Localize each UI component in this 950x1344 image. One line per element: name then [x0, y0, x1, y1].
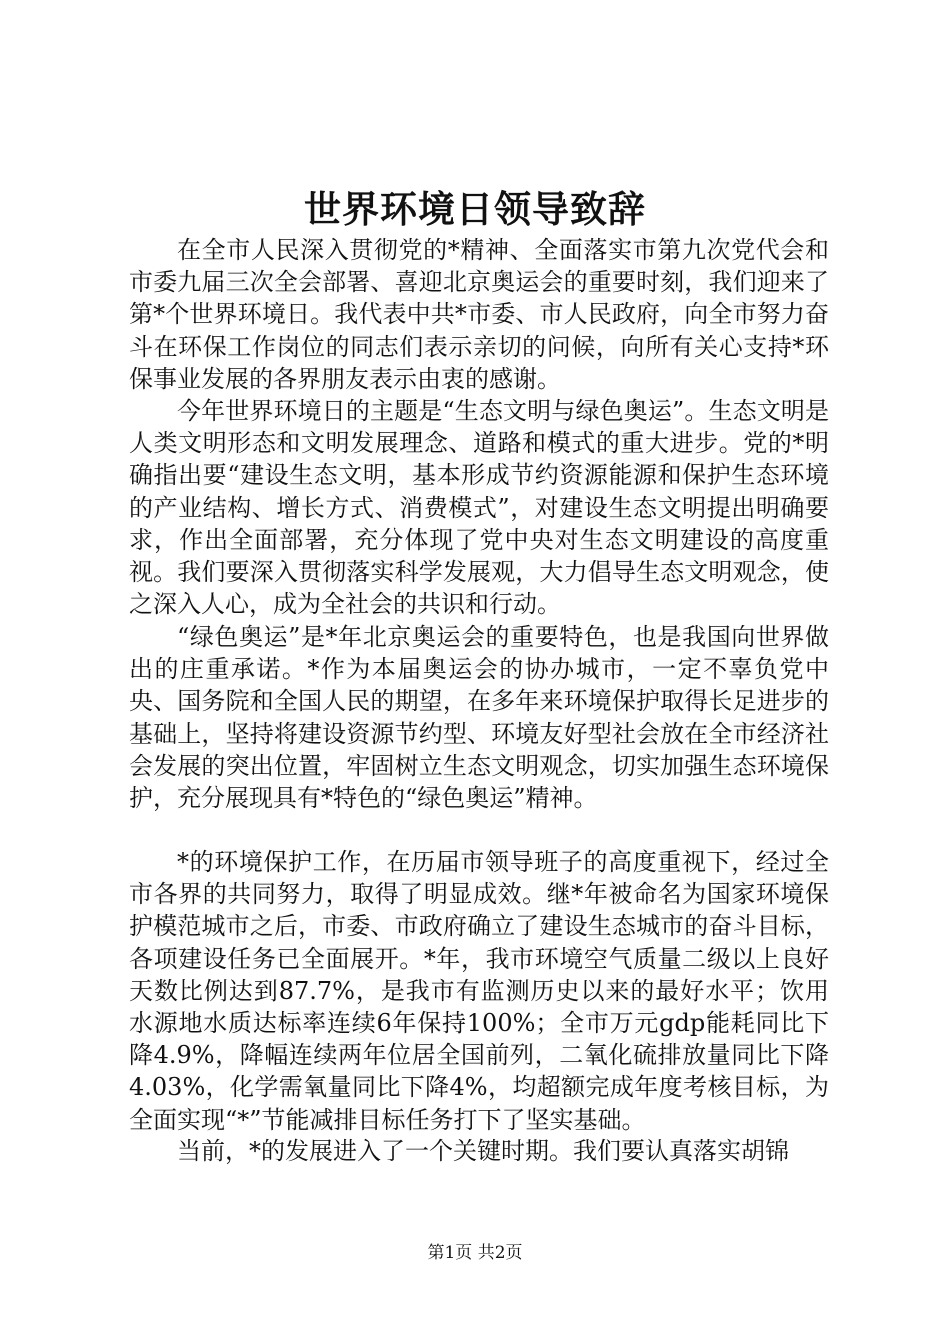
document-title: 世界环境日领导致辞 [304, 187, 646, 231]
page-footer: 第1页 共2页 [427, 1243, 523, 1263]
paragraph-1: 在全市人民深入贯彻党的*精神、全面落实市第九次党代会和市委九届三次全会部署、喜迎北京奥运会的重要时刻，我们迎来了第*个世界环境日。我代表中共*市委、市人民政府，向全市努力奋斗在环保工作岗位的同志们表示亲切的问候，向所有关心支持*环保事业发展的各界朋友表示由衷的感谢。 [129, 236, 829, 393]
paragraph-5: 当前，*的发展进入了一个关键时期。我们要认真落实胡锦 [177, 1137, 789, 1165]
paragraph-2: 今年世界环境日的主题是“生态文明与绿色奥运”。生态文明是人类文明形态和文明发展理念、道路和模式的重大进步。党的*明确指出要“建设生态文明，基本形成节约资源能源和保护生态环境的产业结构、增长方式、消费模式”，对建设生态文明提出明确要求，作出全面部署，充分体现了党中央对生态文明建设的高度重视。我们要深入贯彻落实科学发展观，大力倡导生态文明观念，使之深入人心，成为全社会的共识和行动。 [129, 397, 829, 619]
paragraph-3: “绿色奥运”是*年北京奥运会的重要特色，也是我国向世界做出的庄重承诺。*作为本届奥运会的协办城市，一定不辜负党中央、国务院和全国人民的期望，在多年来环境保护取得长足进步的基础上，坚持将建设资源节约型、环境友好型社会放在全市经济社会发展的突出位置，牢固树立生态文明观念，切实加强生态环境保护，充分展现具有*特色的“绿色奥运”精神。 [129, 623, 829, 813]
paragraph-4: *的环境保护工作，在历届市领导班子的高度重视下，经过全市各界的共同努力，取得了明显成效。继*年被命名为国家环境保护模范城市之后，市委、市政府确立了建设生态城市的奋斗目标，各项建设任务已全面展开。*年，我市环境空气质量二级以上良好天数比例达到87.7%，是我市有监测历史以来的最好水平；饮用水源地水质达标率连续6年保持100%；全市万元gdp能耗同比下降4.9%，降幅连续两年位居全国前列，二氧化硫排放量同比下降4.03%，化学需氧量同比下降4%，均超额完成年度考核目标，为全面实现“*”节能减排目标任务打下了坚实基础。 [129, 848, 829, 1134]
